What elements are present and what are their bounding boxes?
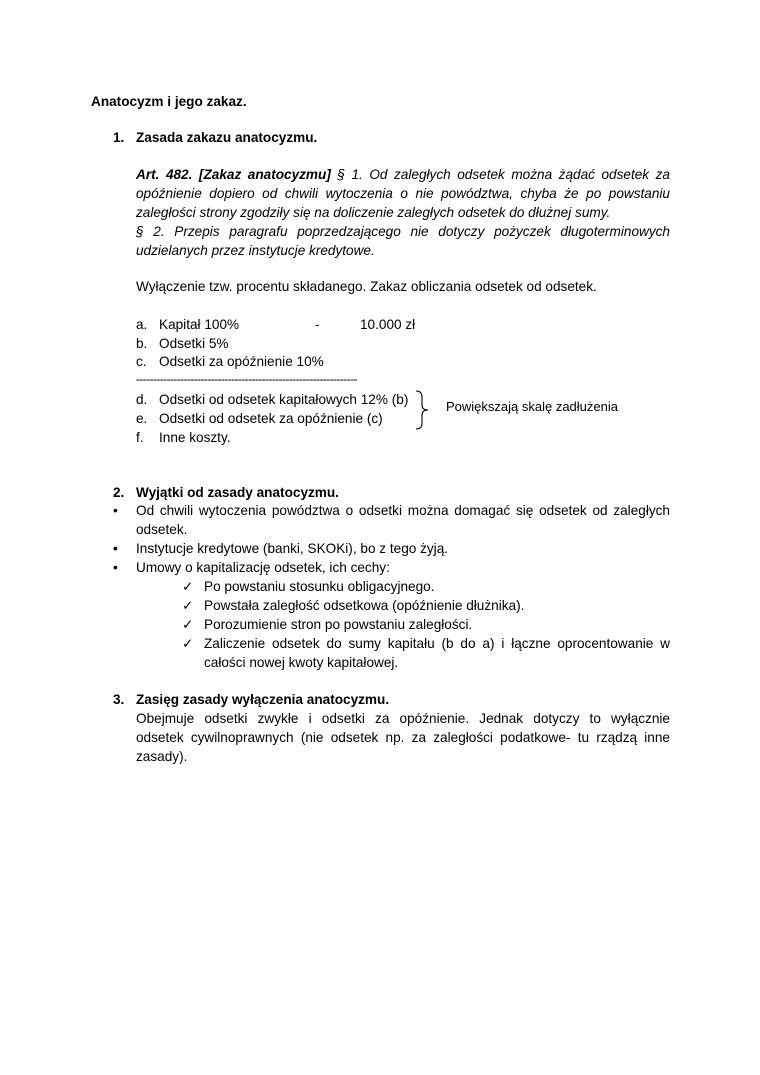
article-line: opóźnienie dopiero od chwili wytoczenia o nie powództwa, chyba że po powstaniu	[136, 186, 670, 201]
list-amount: 10.000 zł	[360, 317, 416, 332]
section-2-number: 2.	[113, 485, 125, 500]
list-marker: b.	[136, 336, 148, 351]
list-item: Odsetki od odsetek za opóźnienie (c)	[159, 411, 383, 426]
bullet-icon: •	[113, 560, 118, 575]
checkmark-icon: ✓	[182, 617, 194, 632]
list-item: Odsetki za opóźnienie 10%	[159, 354, 324, 369]
section-3-number: 3.	[113, 692, 125, 707]
bullet-text: Umowy o kapitalizację odsetek, ich cechy:	[136, 560, 390, 575]
intro-text: Wyłączenie tzw. procentu składanego. Zakaz obliczania odsetek od odsetek.	[136, 279, 597, 294]
section-2-heading: Wyjątki od zasady anatocyzmu.	[136, 485, 339, 500]
checkmark-icon: ✓	[182, 579, 194, 594]
list-marker: c.	[136, 354, 147, 369]
list-item: Odsetki 5%	[159, 336, 229, 351]
section-1-number: 1.	[113, 130, 125, 145]
article-line: udzielanych przez instytucje kredytowe.	[136, 243, 375, 258]
bullet-text: odsetek.	[136, 522, 188, 537]
section-1-heading: Zasada zakazu anatocyzmu.	[136, 130, 318, 145]
bullet-icon: •	[113, 541, 118, 556]
check-text: Porozumienie stron po powstaniu zaległości.	[204, 617, 473, 632]
document-title: Anatocyzm i jego zakaz.	[91, 94, 247, 109]
article-line: zaległości strony zgodziły się na doliczenie zaległych odsetek do dłużnej sumy.	[136, 205, 611, 220]
article-label: Art. 482. [Zakaz anatocyzmu]	[136, 167, 331, 182]
section-3-line: Obejmuje odsetki zwykłe i odsetki za opóźnienie. Jednak dotyczy to wyłącznie	[136, 711, 670, 726]
check-text: całości nowej kwoty kapitałowej.	[204, 655, 399, 670]
bullet-text: Od chwili wytoczenia powództwa o odsetki można domagać się odsetek od zaległych	[136, 503, 670, 518]
checkmark-icon: ✓	[182, 598, 194, 613]
section-3-line: odsetek cywilnoprawnych (nie odsetek np. za zaległości podatkowe- tu rządzą inne	[136, 730, 670, 745]
brace-note: Powiększają skalę zadłużenia	[446, 399, 618, 414]
section-3-line: zasady).	[136, 749, 188, 764]
list-item: Inne koszty.	[159, 430, 231, 445]
section-3-heading: Zasięg zasady wyłączenia anatocyzmu.	[136, 692, 390, 707]
list-item: Odsetki od odsetek kapitałowych 12% (b)	[159, 392, 409, 407]
right-brace-icon	[414, 390, 432, 430]
check-text: Po powstaniu stosunku obligacyjnego.	[204, 579, 435, 594]
list-marker: e.	[136, 411, 148, 426]
list-dash: -	[315, 317, 320, 332]
list-marker: a.	[136, 317, 148, 332]
article-line: § 2. Przepis paragrafu poprzedzającego nie dotyczy pożyczek długoterminowych	[136, 224, 670, 239]
check-text: Powstała zaległość odsetkowa (opóźnienie dłużnika).	[204, 598, 525, 613]
list-marker: f.	[136, 430, 144, 445]
article-line: § 1. Od zaległych odsetek można żądać odsetek za	[337, 167, 670, 182]
article-first-line	[136, 165, 670, 184]
list-item: Kapitał 100%	[159, 317, 240, 332]
separator-line: -----------------------------------------------------------------	[136, 372, 357, 386]
bullet-text: Instytucje kredytowe (banki, SKOKi), bo z tego żyją.	[136, 541, 449, 556]
checkmark-icon: ✓	[182, 636, 194, 651]
check-text: Zaliczenie odsetek do sumy kapitału (b do a) i łączne oprocentowanie w	[204, 636, 670, 651]
bullet-icon: •	[113, 503, 118, 518]
list-marker: d.	[136, 392, 148, 407]
